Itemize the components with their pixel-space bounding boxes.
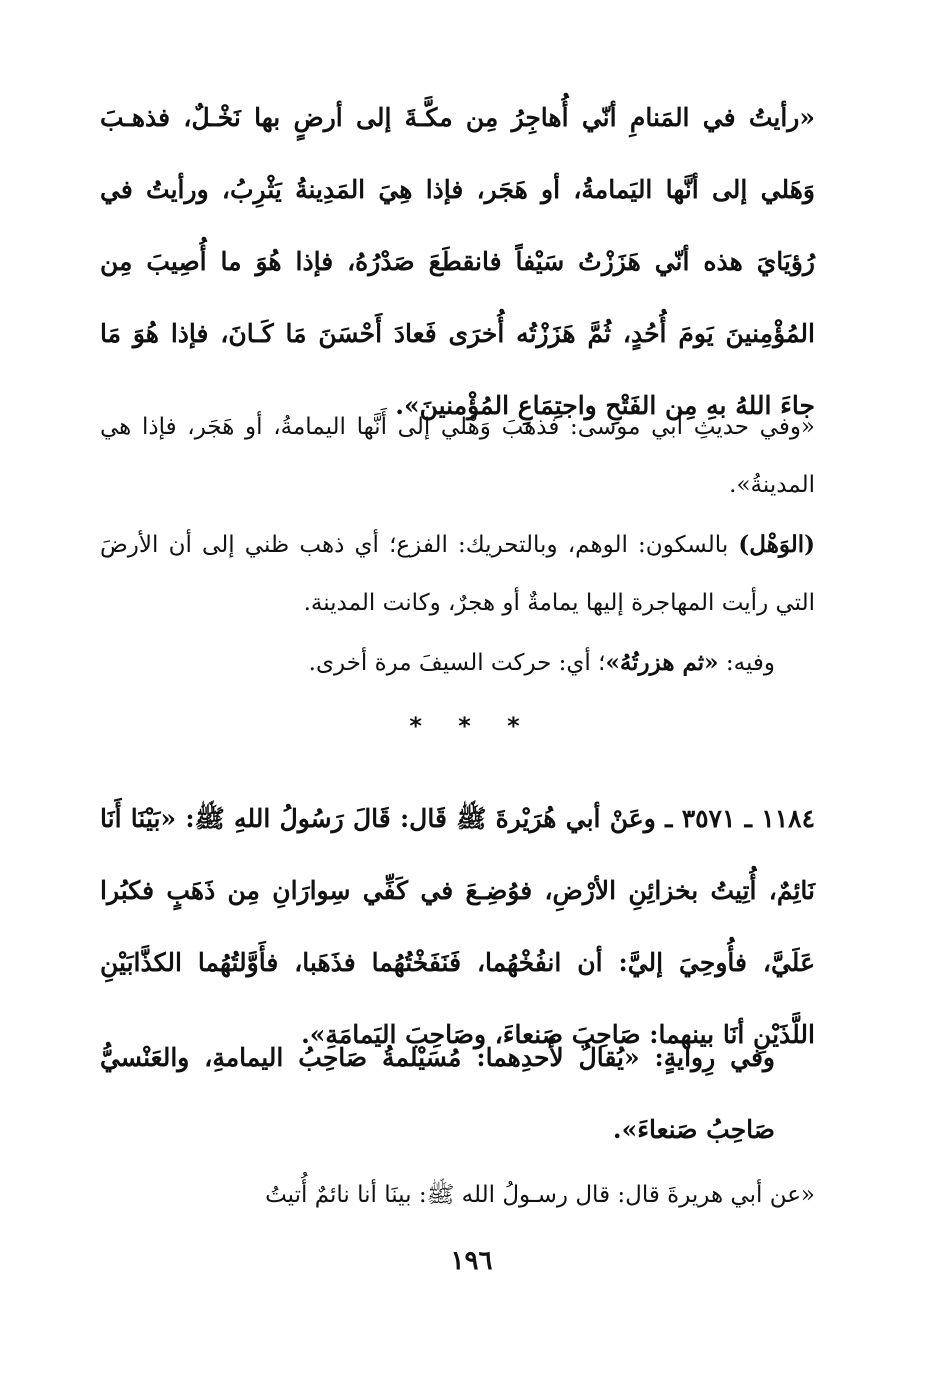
hadith-text-paragraph: «رأيتُ في المَنامِ أنّي أُهاجِرُ مِن مكَّـةَ إلى أرضٍ بها نَخْـلٌ، فذهـبَ وَهَلي إلى أنَّها اليَمامةُ، أو هَجَر، فإذا هِيَ المَدِينةُ يَثْرِبُ، ورأيتُ في رُؤيَايَ هذه أنّي هَزَزْتُ سَيْفاً فانقطَعَ صَدْرُهُ، فإذا هُوَ ما أُصِيبَ مِن المُؤْمِنينَ يَومَ أُحُدٍ، ثُمَّ هَزَزْتُه أُخرَى فَعادَ أَحْسَنَ مَا كَـانَ، فإذا هُوَ مَا جاءَ اللهُ بهِ مِن الفَتْحِ واجتِمَاعِ المُؤْمنينَ». <box>100 103 815 420</box>
gloss2-explanation: ؛ أي: حركت السيفَ مرة أخرى. <box>308 650 606 676</box>
abu-huraira-narration-line: «عن أبي هريرةَ قال: قال رسـولُ الله ﷺ: بينَا أنا نائمٌ أُتيتُ <box>265 1182 815 1208</box>
abu-musa-note: «وفي حديثِ أبي موسى: فذهبَ وَهْلي إلى أَنَّها اليمامةُ، أو هَجَر، فإذا هي المدينةُ». <box>100 414 815 498</box>
gloss2-word: «ثم هزرتُهُ» <box>605 649 719 676</box>
gloss2-prefix: وفيه: <box>718 650 775 676</box>
section-separator: * * * <box>409 712 534 740</box>
gloss-explanation: بالسكون: الوهم، وبالتحريك: الفزع؛ أي ذهب ظني إلى أن الأرضَ التي رأيت المهاجرة إليها يمامةٌ أو هجرٌ، وكانت المدينة. <box>100 532 815 616</box>
glossed-word: (الوَهْل) <box>738 531 815 558</box>
hadith-2-paragraph: ١١٨٤ ـ ٣٥٧١ ـ وعَنْ أبي هُرَيْرةَ ﷺ قَال: قَالَ رَسُولُ اللهِ ﷺ: «بَيْنَا أَنَا نَائِمٌ، أُتِيتُ بخزائِنِ الأرْضِ، فوُضِـعَ في كَفِّي سِوارَانِ مِن ذَهَبٍ فكبُرا عَلَيَّ، فأُوحِيَ إليَّ: أن انفُخْهُما، فَنَفَخْتُهُما فذَهَبا، فأَوَّلتُهُما الكذَّابَيْنِ اللَّذَيْنِ أنَا بينهما: صَاحِبَ صَنعاءَ، وصَاحِبَ اليَمامَةِ». <box>100 804 815 1049</box>
hadith-2-riwaya: وفي رِوايةٍ: «يُقالُ لأَحدِهما: مُسَيْلمةُ صَاحِبُ اليمامةِ، والعَنْسيُّ صَاحِبُ صَنعاءَ». <box>100 1043 775 1144</box>
page-number: ١٩٦ <box>450 1246 493 1276</box>
word-gloss-paragraph <box>100 516 815 632</box>
second-gloss-paragraph <box>100 634 815 692</box>
